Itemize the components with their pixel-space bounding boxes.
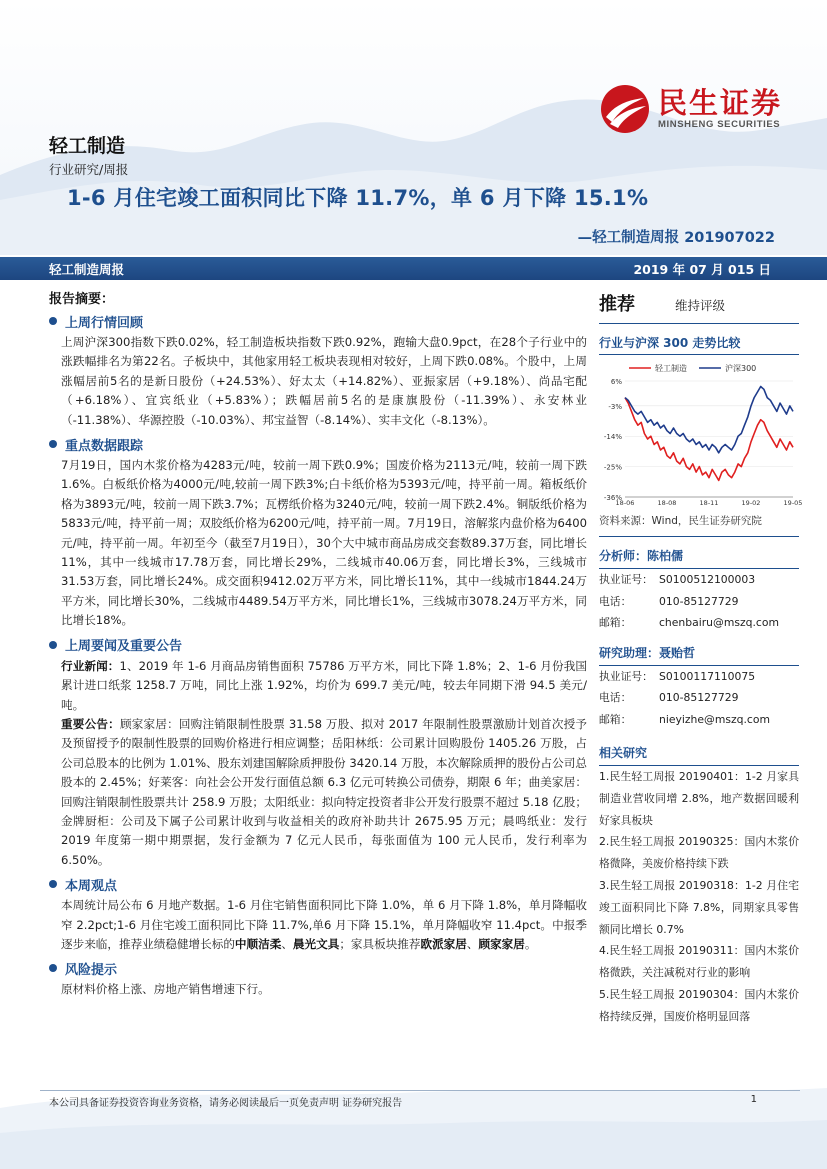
stock-pick-3: 欧派家居: [420, 936, 467, 951]
notice-text: 顾家家居：回购注销限制性股票 31.58 万股、拟对 2017 年限制性股票激励计划首次授予及预留授予的限制性股票的回购价格进行相应调整；岳阳林纸：公司累计回购股份 1405.26 万股，占公司总股本的比例为 1.01%、股东刘建国解除质押股份 3420.14 万股，本次解除质押的股份占公司总股本的 2.45%；好莱客：向社会公开发行面值总额 6.3 亿元可转换公司债券，期限 6 年；曲美家居：回购注销限制性股票共计 258.9 万股；太阳纸业：拟向特定投资者非公开发行股票不超过 5.18 亿股；金牌厨柜：公司及下属子公司累计收到与收益相关的政府补助共计 2675.95 万元；晨鸣纸业：发行 2019 年度第一期中期票据，发行金额为 7 亿元人民币，每张面值为 100 元人民币，发行利率为 6.50%。: [61, 716, 587, 867]
section-body: 7月19日，国内木浆价格为4283元/吨，较前一周下跌0.9%；国废价格为2113元/吨，较前一周下跌1.6%。白板纸价格为4000元/吨,较前一周下跌3%;白卡纸价格为5393元/吨，持平前一周。箱板纸价格为3893元/吨，较前一周下跌3.7%；瓦楞纸价格为3240元/吨，较前一周下跌2.4%。铜版纸价格为5833元/吨，持平前一周；双胶纸价格为6200元/吨，持平前一周。7月19日，溶解浆内盘价格为6400元/吨，持平前一周。年初至今（截至7月19日），30个大中城市商品房成交套数89.37万套，同比增长11%，其中一线城市17.78万套，同比增长29%，二线城市40.06万套，同比增长3%，三线城市31.53万套，同比增长24%。成交面积9412.02万平方米，同比增长11%，其中一线城市1844.24万平方米，同比增长30%，二线城市4489.54万平方米，同比增长1%，三线城市3078.24万平方米，同比增长18%。: [61, 458, 587, 628]
analyst-row: [599, 569, 799, 591]
rating-label: 维持评级: [675, 298, 726, 313]
title-bar: [0, 257, 827, 280]
section-news: [49, 636, 587, 870]
series-line: [625, 387, 793, 453]
section-body: [61, 896, 587, 954]
assistant-key: 邮箱：: [599, 712, 632, 726]
analyst-row: [599, 591, 799, 613]
section-title: 风险提示: [65, 962, 118, 978]
view-text-a: 本周统计局公布 6 月地产数据。1-6 月住宅销售面积同比下降 1.0%，单 6 月下降 1.8%，单月降幅收窄 2.2pct;1-6 月住宅竣工面积同比下降 11.7%,单6 月下降 15.1%，单月降幅收窄 11.4pct。中报季逐步来临，推荐业绩稳健增长标的: [61, 898, 587, 951]
series-line: [625, 398, 793, 481]
recommend-label: 推荐: [599, 294, 635, 315]
summary-heading: 报告摘要：: [49, 292, 115, 307]
assistant-key: 电话：: [599, 691, 632, 705]
trend-chart: [599, 361, 803, 511]
footer-background-graphic: [0, 1078, 827, 1169]
separator: 、: [281, 936, 293, 951]
section-title: 本周观点: [65, 878, 118, 894]
bar-report-date: 2019 年 07 月 015 日: [633, 262, 771, 277]
analyst-row: [599, 612, 799, 634]
analyst-value: 010-85127729: [659, 594, 739, 608]
separator: 、: [466, 936, 479, 951]
bar-report-name: 轻工制造周报: [49, 262, 125, 277]
related-heading: 相关研究: [599, 744, 799, 766]
section-key-data: [49, 435, 587, 631]
related-report-item: 1.民生轻工周报 20190401：1-2 月家具制造业营收同增 2.8%，地产数据回暖利好家具板块: [599, 770, 799, 827]
rating-row: [599, 290, 799, 324]
assistant-row: [599, 666, 799, 688]
y-tick-label: -25%: [603, 463, 622, 472]
sidebar-column: [599, 290, 803, 1028]
news-label: 行业新闻：: [61, 658, 120, 673]
summary-column: [49, 312, 587, 1005]
assistant-value: 010-85127729: [659, 691, 739, 705]
report-subtitle: —轻工制造周报 201907022: [577, 230, 775, 246]
section-risk: [49, 959, 587, 999]
related-report-item: 3.民生轻工周报 20190318：1-2 月住宅竣工面积同比下降 7.8%，同期家具零售额同比增长 0.7%: [599, 878, 799, 936]
stock-pick-4: 顾家家居: [478, 936, 525, 951]
trend-chart-svg: [599, 361, 803, 507]
x-tick-label: 18-06: [615, 499, 635, 507]
chart-title: 行业与沪深 300 走势比较: [599, 334, 799, 355]
analyst-key: 电话：: [599, 594, 632, 608]
section-body: 上周沪深300指数下跌0.02%，轻工制造板块指数下跌0.92%，跑输大盘0.9pct，在28个子行业中的涨跌幅排名为第22名。子板块中，其他家用轻工板块表现相对较好，上周下跌0.08%。个股中，上周涨幅居前5名的是新日股份（+24.53%）、好太太（+14.82%）、亚振家居（+9.18%）、尚品宅配（+6.18%）、宜宾纸业（+5.83%）；跌幅居前5名的是康旗股份（-11.39%）、永安林业（-11.38%）、华源控股（-10.03%）、邦宝益智（-8.14%）、实丰文化（-8.13%）。: [61, 335, 587, 427]
notice-label: 重要公告：: [61, 716, 120, 731]
page-number: 1: [750, 1094, 757, 1105]
section-body: [61, 657, 587, 870]
brand-logo: [600, 84, 782, 134]
related-report-item: 4.民生轻工周报 20190311：国内木浆价格微跌，关注减税对行业的影响: [599, 944, 799, 980]
analyst-key: 邮箱：: [599, 616, 632, 630]
brand-name-cn: 民生证券: [658, 86, 783, 120]
related-report-item: 2.民生轻工周报 20190325：国内木浆价格微降，美废价格持续下跌: [599, 835, 799, 871]
stock-pick-1: 中顺洁柔: [234, 936, 282, 951]
assistant-value: nieyizhe@mszq.com: [659, 712, 770, 726]
chart-source: 资料来源：Wind，民生证券研究院: [599, 513, 799, 537]
y-tick-label: 6%: [610, 378, 622, 386]
x-tick-label: 18-11: [699, 499, 719, 507]
view-end: 。: [524, 936, 537, 951]
bullet-dot-icon: [49, 317, 57, 325]
footer-divider: [40, 1090, 800, 1091]
section-view: [49, 875, 587, 954]
analyst-info: [599, 569, 799, 634]
section-market-review: [49, 312, 587, 430]
analyst-value: S0100512100003: [659, 573, 756, 587]
assistant-value: S0100117110075: [659, 669, 756, 683]
assistant-info: [599, 666, 799, 731]
analyst-key: 执业证号：: [599, 573, 653, 587]
x-tick-label: 19-05: [783, 499, 803, 507]
x-tick-label: 19-02: [741, 499, 761, 507]
x-tick-label: 18-08: [657, 499, 677, 507]
y-tick-label: -3%: [608, 402, 622, 411]
bullet-dot-icon: [49, 440, 57, 448]
assistant-row: [599, 687, 799, 709]
stock-pick-2: 晨光文具: [292, 936, 340, 951]
section-title: 重点数据跟踪: [65, 438, 144, 454]
y-tick-label: -36%: [603, 494, 622, 502]
analyst-value: chenbairu@mszq.com: [659, 616, 779, 630]
report-type: 行业研究/周报: [49, 162, 129, 177]
assistant-row: [599, 709, 799, 731]
assistant-heading: 研究助理：聂贻哲: [599, 644, 799, 666]
report-title: 1-6 月住宅竣工面积同比下降 11.7%，单 6 月下降 15.1%: [67, 186, 649, 210]
legend-label: 轻工制造: [655, 364, 687, 373]
bullet-dot-icon: [49, 880, 57, 888]
footer-disclaimer: 本公司具备证券投资咨询业务资格，请务必阅读最后一页免责声明 证券研究报告: [49, 1098, 403, 1109]
section-title: 上周要闻及重要公告: [65, 639, 183, 655]
legend-label: 沪深300: [725, 364, 757, 373]
news-text: 1、2019 年 1-6 月商品房销售面积 75786 万平方米，同比下降 1.8%；2、1-6 月份我国累计进口纸浆 1258.7 万吨，同比上涨 1.92%，均价为 699.7 美元/吨，较去年同期下滑 94.5 美元/吨。: [61, 658, 587, 712]
view-text-b: ；家具板块推荐: [339, 936, 421, 951]
related-list: [599, 766, 799, 1028]
bullet-dot-icon: [49, 964, 57, 972]
y-tick-label: -14%: [603, 433, 622, 442]
bullet-dot-icon: [49, 641, 57, 649]
section-body: 原材料价格上涨、房地产销售增速下行。: [61, 982, 270, 997]
assistant-key: 执业证号：: [599, 669, 653, 683]
brand-name-en: MINSHENG SECURITIES: [658, 119, 781, 130]
section-title: 上周行情回顾: [65, 315, 144, 331]
minsheng-logo-icon: [600, 84, 650, 134]
related-report-item: 5.民生轻工周报 20190304：国内木浆价格持续反弹，国废价格明显回落: [599, 987, 799, 1023]
industry-name: 轻工制造: [49, 135, 126, 157]
analyst-heading: 分析师：陈柏儒: [599, 547, 799, 569]
